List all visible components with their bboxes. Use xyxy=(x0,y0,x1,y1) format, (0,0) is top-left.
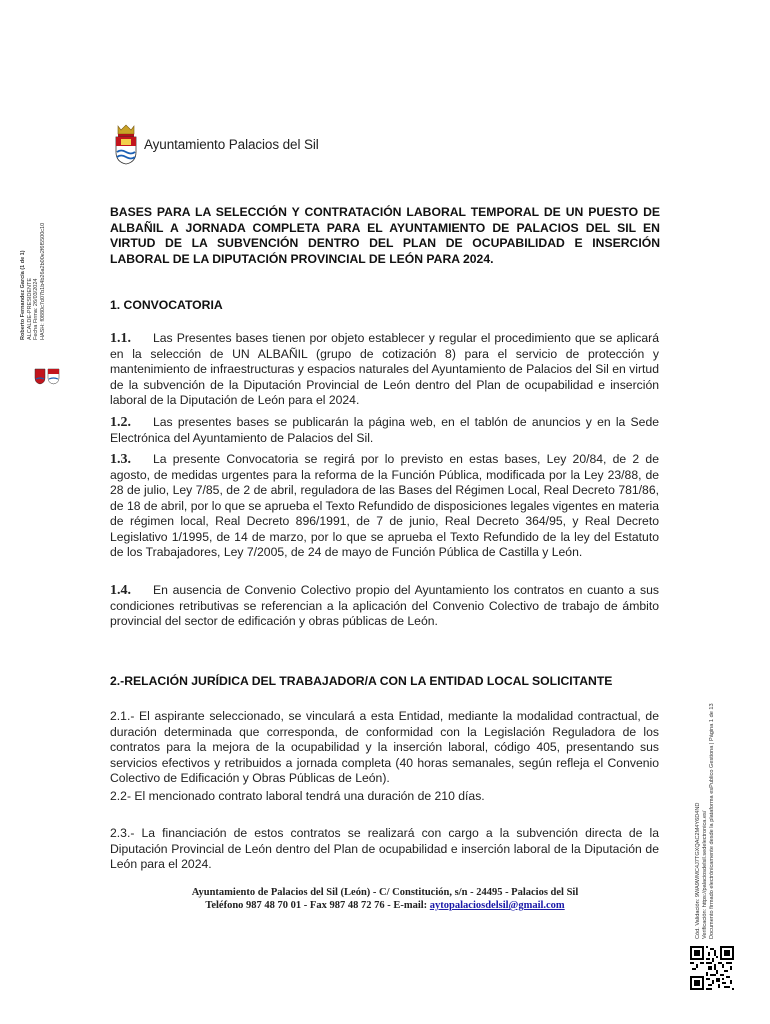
signature-crest-icon xyxy=(34,367,60,385)
paragraph-1-4 xyxy=(110,583,659,630)
paragraph-1-1 xyxy=(110,331,659,409)
header-logo xyxy=(112,122,319,166)
signer-role: ALCALDE-PRESIDENTE xyxy=(26,277,33,340)
email-link[interactable]: aytopalaciosdelsil@gmail.com xyxy=(429,900,565,911)
paragraph-1-2 xyxy=(110,415,659,446)
paragraph-1-3 xyxy=(110,452,659,561)
coat-of-arms-icon xyxy=(112,122,140,166)
page-footer xyxy=(110,886,660,912)
paragraph-number: 1.2. xyxy=(110,415,131,430)
verification-block xyxy=(693,637,743,939)
paragraph-number: 1.3. xyxy=(110,452,131,467)
paragraph-text: Las presentes bases se publicarán la página web, en el tablón de anuncios y en la Sede Electrónica del Ayuntamiento de Palacios del Sil. xyxy=(110,415,659,445)
validation-code: Cód. Validación: 9WA9WMC4J7TGXQAC2M4Y6D4ND xyxy=(695,802,701,939)
signature-hash: HASH: f0880c7d07b1b4b26a2b00e2f6f5500c10 xyxy=(39,222,46,340)
paragraph-number: 1.4. xyxy=(110,583,131,598)
footer-phone-fax: Teléfono 987 48 70 01 - Fax 987 48 72 76 - E-mail: xyxy=(205,900,430,911)
paragraph-number: 1.1. xyxy=(110,331,131,346)
paragraph-text: La presente Convocatoria se regirá por lo previsto en estas bases, Ley 20/84, de 2 de agosto, de medidas urgentes para la reforma de la Función Pública, modificada por la Ley 23/88, de 28 de julio, Ley 7/85, de 2 de abril, reguladora de las Bases del Régimen Local, Real Decreto 781/86, de 18 de abril, por lo que se aprueba el Texto Refundido de disposiciones legales vigentes en materia de régimen local, Real Decreto 896/1991, de 7 de junio, Real Decreto 364/95, y Real Decreto Legislativo 1/1995, de 14 de marzo, por lo que se aprueba el Texto Refundido de la ley del Estatuto de los Trabajadores, Ley 7/2005, de 24 de mayo de Función Pública de Castilla y León. xyxy=(110,452,659,559)
qr-code-icon[interactable] xyxy=(690,946,734,990)
section-2-heading: 2.-RELACIÓN JURÍDICA DEL TRABAJADOR/A CON LA ENTIDAD LOCAL SOLICITANTE xyxy=(110,674,613,688)
signed-document-note: Documento firmado electrónicamente desde la plataforma esPublico Gestiona | Página 1 de 13 xyxy=(709,703,715,939)
document-title: BASES PARA LA SELECCIÓN Y CONTRATACIÓN LABORAL TEMPORAL DE UN PUESTO DE ALBAÑIL A JORNADA COMPLETA PARA EL AYUNTAMIENTO DE PALACIOS DEL SIL EN VIRTUD DE LA SUBVENCIÓN DENTRO DEL PLAN DE OCUPABILIDAD E INSERCIÓN LABORAL DE LA DIPUTACIÓN PROVINCIAL DE LEÓN PARA 2024. xyxy=(110,205,660,266)
paragraph-2-3: 2.3.- La financiación de estos contratos se realizará con cargo a la subvención directa de la Diputación Provincial de León dentro del Plan de ocupabilidad e inserción laboral de la Diputación de León para el 2024. xyxy=(110,826,659,871)
signature-date: Fecha Firma: 26/03/2024 xyxy=(33,278,39,340)
footer-contact xyxy=(110,899,660,912)
paragraph-2-2: 2.2- El mencionado contrato laboral tendrá una duración de 210 días. xyxy=(110,789,485,803)
section-1-heading: 1. CONVOCATORIA xyxy=(110,298,223,312)
signer-name: Roberto Fernandez García (1 de 1) xyxy=(20,250,26,340)
footer-address: Ayuntamiento de Palacios del Sil (León) - C/ Constitución, s/n - 24495 - Palacios del Sil xyxy=(191,887,579,898)
verification-url[interactable]: Verificación: https://palaciosdelsil.sedelectronica.es/ xyxy=(702,810,708,939)
signature-block xyxy=(20,210,64,340)
org-name: Ayuntamiento Palacios del Sil xyxy=(144,136,319,152)
paragraph-text: En ausencia de Convenio Colectivo propio del Ayuntamiento los contratos en cuanto a sus condiciones retributivas se referencian a la aplicación del Convenio Colectivo de trabajo de ámbito provincial del sector de edificación y obras públicas de León. xyxy=(110,583,659,628)
paragraph-2-1: 2.1.- El aspirante seleccionado, se vinculará a esta Entidad, mediante la modalidad contractual, de duración determinada que corresponda, de conformidad con la Legislación Reguladora de los contratos para la mejora de la ocupabilidad y la inserción laboral, código 405, presentando sus servicios efectivos y retribuidos a jornada completa (40 horas semanales, según refleja el Convenio Colectivo de Edificación y Obras Públicas de León). xyxy=(110,709,659,785)
paragraph-text: Las Presentes bases tienen por objeto establecer y regular el procedimiento que se aplicará en la selección de UN ALBAÑIL (grupo de cotización 8) para el servicio de protección y mantenimiento de infraestructuras y espacios naturales del Ayuntamiento de Palacios del Sil en virtud de la subvención de la Diputación Provincial de León dentro del Plan de ocupabilidad e inserción laboral de la Diputación de León para el 2024. xyxy=(110,331,659,407)
